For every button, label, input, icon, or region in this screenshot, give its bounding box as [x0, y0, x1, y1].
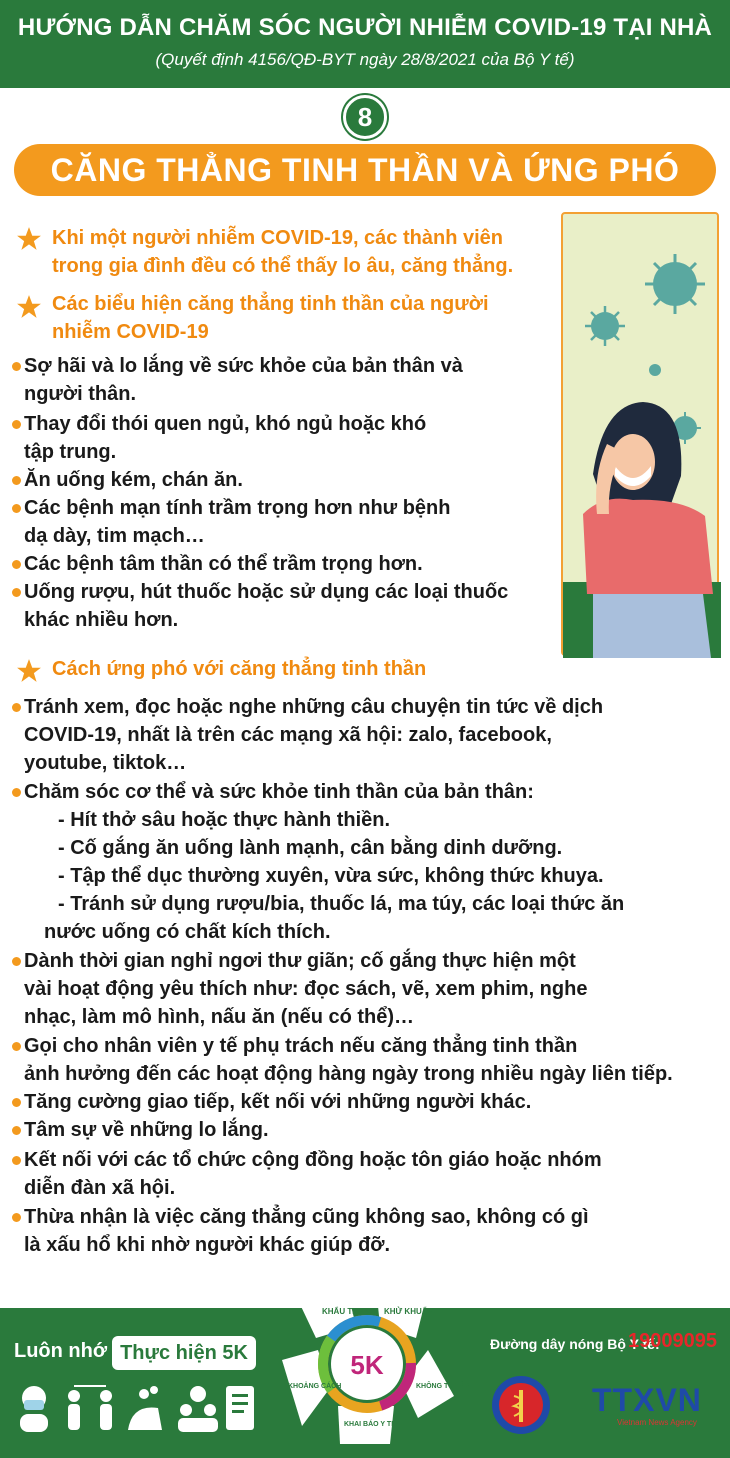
bullet-dot: [12, 788, 21, 797]
symptom-item: người thân.: [24, 383, 137, 405]
illustration-graphic: [563, 214, 721, 658]
coping-item: ảnh hưởng đến các hoạt động hàng ngày trong nhiều ngày liên tiếp.: [24, 1063, 673, 1085]
coping-item: là xấu hổ khi nhờ người khác giúp đỡ.: [24, 1234, 391, 1256]
5k-wheel: [278, 1276, 470, 1448]
coping-item: Tâm sự về những lo lắng.: [24, 1119, 269, 1141]
bullet-dot: [12, 1098, 21, 1107]
no-gathering-icon: [178, 1386, 218, 1432]
symptoms-heading-2: nhiễm COVID-19: [52, 321, 209, 343]
bullet-dot: [12, 1213, 21, 1222]
bullet-dot: [12, 703, 21, 712]
medical-declaration-icon: [226, 1386, 254, 1430]
coping-item: nhạc, làm mô hình, nấu ăn (nếu có thể)…: [24, 1006, 415, 1028]
bullet-dot: [12, 1126, 21, 1135]
bullet-dot: [12, 1042, 21, 1051]
symptom-item: tập trung.: [24, 441, 117, 463]
wheel-label: KHỬ KHUẨN: [384, 1307, 434, 1316]
symptom-item: Ăn uống kém, chán ăn.: [24, 469, 243, 491]
star-icon: [16, 226, 42, 252]
star-icon: [16, 294, 42, 320]
coping-item: Dành thời gian nghỉ ngơi thư giãn; cố gắng thực hiện một: [24, 950, 576, 972]
coping-item: Gọi cho nhân viên y tế phụ trách nếu căng thẳng tinh thần: [24, 1035, 578, 1057]
section-number-badge: 8: [343, 95, 387, 139]
distance-icon: [68, 1386, 112, 1430]
symptoms-heading-1: Các biểu hiện căng thẳng tinh thần của người: [52, 293, 489, 315]
symptom-item: Các bệnh mạn tính trầm trọng hơn như bệnh: [24, 497, 451, 519]
coping-item: Kết nối với các tổ chức cộng đồng hoặc tôn giáo hoặc nhóm: [24, 1149, 602, 1171]
5k-icons-row: [12, 1380, 262, 1436]
symptom-item: khác nhiều hơn.: [24, 609, 179, 631]
symptom-item: Các bệnh tâm thần có thể trầm trọng hơn.: [24, 553, 423, 575]
header-bar: [0, 0, 730, 88]
bullet-dot: [12, 1156, 21, 1165]
intro-line-2: trong gia đình đều có thể thấy lo âu, căng thẳng.: [52, 255, 514, 277]
remember-label: Luôn nhớ: [14, 1340, 108, 1362]
coping-item: Tránh xem, đọc hoặc nghe những câu chuyện tin tức về dịch: [24, 696, 604, 718]
coping-item: Chăm sóc cơ thể và sức khỏe tinh thần của bản thân:: [24, 781, 534, 803]
coping-subitem: nước uống có chất kích thích.: [44, 921, 331, 943]
hotline-label: Đường dây nóng Bộ Y tế:: [490, 1336, 660, 1352]
bullet-dot: [12, 957, 21, 966]
wheel-center-label: 5K: [350, 1350, 384, 1380]
bullet-dot: [12, 560, 21, 569]
bullet-dot: [12, 420, 21, 429]
ttxvn-subtitle: Vietnam News Agency: [617, 1418, 697, 1427]
symptom-item: Uống rượu, hút thuốc hoặc sử dụng các loại thuốc: [24, 581, 509, 603]
coping-item: COVID-19, nhất là trên các mạng xã hội: zalo, facebook,: [24, 724, 552, 746]
page-subtitle: (Quyết định 4156/QĐ-BYT ngày 28/8/2021 của Bộ Y tế): [155, 50, 575, 69]
bullet-dot: [12, 588, 21, 597]
bullet-dot: [12, 362, 21, 371]
ttxvn-logo: TTXVN: [592, 1382, 702, 1418]
coping-subitem: - Tập thể dục thường xuyên, vừa sức, không thức khuya.: [58, 865, 604, 887]
section-title: CĂNG THẲNG TINH THẦN VÀ ỨNG PHÓ: [14, 144, 716, 196]
page-title: HƯỚNG DẪN CHĂM SÓC NGƯỜI NHIỄM COVID-19 TẠI NHÀ: [17, 14, 713, 41]
intro-line-1: Khi một người nhiễm COVID-19, các thành viên: [52, 227, 503, 249]
symptom-item: Thay đổi thói quen ngủ, khó ngủ hoặc khó: [24, 413, 427, 435]
wheel-label: KHẨU TRANG: [322, 1307, 376, 1316]
coping-item: vài hoạt động yêu thích như: đọc sách, vẽ, xem phim, nghe: [24, 978, 588, 1000]
wheel-label: KHOẢNG CÁCH: [288, 1383, 342, 1390]
stressed-woman-illustration: [561, 212, 719, 656]
coping-item: youtube, tiktok…: [24, 752, 187, 774]
5k-pill: Thực hiện 5K: [112, 1336, 256, 1370]
symptom-item: Sợ hãi và lo lắng về sức khỏe của bản thân và: [24, 355, 463, 377]
coping-item: Thừa nhận là việc căng thẳng cũng không sao, không có gì: [24, 1206, 589, 1228]
coping-item: Tăng cường giao tiếp, kết nối với những người khác.: [24, 1091, 532, 1113]
star-icon: [16, 658, 42, 684]
wheel-label: KHÔNG TỤ TẬP: [416, 1383, 470, 1390]
coping-heading: Cách ứng phó với căng thẳng tinh thần: [52, 658, 427, 680]
bullet-dot: [12, 476, 21, 485]
coping-subitem: - Cố gắng ăn uống lành mạnh, cân bằng dinh dưỡng.: [58, 837, 563, 859]
coping-subitem: - Tránh sử dụng rượu/bia, thuốc lá, ma túy, các loại thức ăn: [58, 893, 625, 915]
handwash-icon: [128, 1386, 162, 1430]
coping-item: diễn đàn xã hội.: [24, 1177, 176, 1199]
mask-icon: [20, 1386, 48, 1432]
bullet-dot: [12, 504, 21, 513]
ministry-of-health-logo-icon: [490, 1374, 552, 1436]
coping-subitem: - Hít thở sâu hoặc thực hành thiền.: [58, 809, 391, 831]
virus-icon: [645, 254, 705, 314]
hotline-number: 19009095: [628, 1330, 717, 1352]
symptom-item: dạ dày, tim mạch…: [24, 525, 205, 547]
wheel-label: KHAI BÁO Y TẾ: [344, 1421, 396, 1428]
